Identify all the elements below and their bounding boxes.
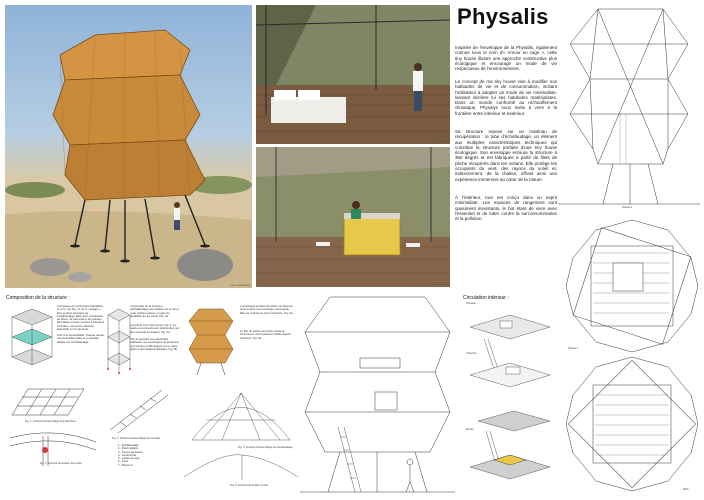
composition-note-3: L'ensemble de la structure d'échafaudage est installée sur le sol et cette solution assure un gain de durabilité sur les pieds. Fig. 3a. <box>130 304 179 318</box>
exterior-photo <box>5 5 252 288</box>
circulation-title: Circulation intérieur : <box>463 295 509 301</box>
axonometric-structure-diagram <box>106 305 132 377</box>
legend-item: 3 - Poutre de liaison <box>118 449 143 454</box>
circulation-label-terrace: Terrasse <box>466 302 476 305</box>
composition-note-5: Afin de garantir une étanchéité suffisante, les enveloppes de protection sont posées à 360 degrés sur le cadre grâce à des fixations latérales. Fig. 5b. <box>130 337 180 351</box>
intro-paragraph-2: Le concept de ma tiny house vise à modifier nos habitudes de vie et de consommation, incitant l'utilisateur à adopter un mode de vie minimaliste, laissant derrière lui ses habitudes matérialistes. Dans un monde confronté au réchauffement climatique, Physalys nous invite à vivre à la frontière entre intérieur et extérieur. <box>455 79 557 116</box>
plan-label-middle: Niveau 1 <box>568 347 579 350</box>
elevation-drawing <box>558 4 700 214</box>
circulation-label-entry: Entrée <box>466 428 474 431</box>
floor-plan-2 <box>563 355 701 493</box>
legend-item: 1 - Échafaudage <box>118 443 139 447</box>
fig-caption-5: Fig. 5. Schéma de fixation du filet <box>230 484 269 487</box>
composition-title: Composition de la structure : <box>6 295 70 301</box>
fig-caption-3: Fig. 3. Schéma d'assemblage de l'échafaudage <box>238 446 293 449</box>
net-fixing-detail <box>182 447 300 482</box>
scaffolding-grid-diagram <box>8 385 88 420</box>
plan-label-bottom: RDC <box>683 488 689 491</box>
plan-label-top: Niveau 2 <box>622 206 633 209</box>
legend-item: 4 - Lambourde <box>118 452 137 457</box>
bedroom-photo-caption: Vue intérieure <box>431 139 450 143</box>
stair-diagram <box>100 385 172 435</box>
composition-note-4: Les pieds sont fixés au sol, Fig. 4. Le cadre est connecté aux lambourdes par des raccords de fixation. Fig. 5a. <box>130 323 180 334</box>
composition-note-2: Pour une accessibilité, chaque niveau est accessible grâce à un escalier adapté sur l'échafaudage. <box>57 333 104 344</box>
page-title: Physalis <box>457 4 549 29</box>
interior-bedroom-photo <box>256 5 450 144</box>
axonometric-net-diagram <box>185 305 237 377</box>
axonometric-floors-diagram <box>8 305 56 377</box>
circulation-diagram <box>462 305 557 495</box>
legend-item: 7 - Raccord <box>118 462 133 467</box>
shell-geometry-diagram <box>182 385 300 445</box>
fig-caption-1: Fig. 1. Schéma d'assemblage des planchers <box>25 420 76 423</box>
intro-paragraph-4: À l'intérieur, tout est conçu dans un esprit minimaliste. Les espaces de rangement sont quasiment inexistants, le but étant de vivre avec l'essentiel et de lutter contre la surconsommation et la pollution. <box>455 195 557 222</box>
fig-caption-2: Fig. 2. Schéma d'assemblage de l'escalier <box>112 437 161 440</box>
composition-note-6: L'enveloppe en filets de pêche est fixée de sorte à avoir une enveloppe semi-rigide. Elle est maintenue par la structure. Fig. 6a. <box>240 304 294 315</box>
section-drawing <box>300 292 455 497</box>
fig-caption-4: Fig. 4. Schéma de fixation des tubes <box>40 462 82 465</box>
composition-note-1: Composée de 3 planchers habitables (1 et 2, non Fig. 1), de 3 « étages ». Des poutres reposent sur l'échafaudage. Elles sont constituées de tubes, de raccords et de poteaux. Des lattes en bois, perçant à l'avant et à l'arrière, forment le plancher assemblé sur la structure. <box>57 304 105 332</box>
floor-plan-1 <box>563 218 701 354</box>
legend-item: 6 - Tube <box>118 459 129 464</box>
composition-note-7: Le filet de pêche est tendu contre la structure et rend l'extérieur visible depuis l'intérieur. Fig. 6b. <box>240 329 291 340</box>
exterior-photo-caption: Vue extérieure <box>230 283 250 287</box>
legend-item: 2 - Pied réglable <box>118 446 139 451</box>
intro-paragraph-1: Inspirée de l'enveloppe de la Physalis, également connue sous le nom d'« Amour en cage », cette tiny house illustre une approche constructive plus écologique et encourage un mode de vie respectueux de l'environnement. <box>455 45 557 72</box>
intro-paragraph-3: Sa structure repose sur un matériau de récupération : le tube d'échafaudage, un élément aux multiples caractéristiques techniques qui constitue la structure parfaite d'une tiny house écologique. Son enveloppe entoure la structure à 360 degrés et est fabriquée à partir de filets de pêche récupérés dans les océans. Elle protège les occupants du vent, des rayons du soleil et, indirectement, de la chaleur, offrant ainsi une expérience immersive au cœur de la nature. <box>455 129 557 182</box>
legend-item: 5 - Lattes de bois <box>118 456 140 461</box>
circulation-label-bedroom: Chambre <box>466 352 477 355</box>
structure-legend <box>118 444 182 467</box>
interior-kitchen-photo <box>256 147 450 287</box>
kitchen-photo-caption: Vue intérieure <box>431 282 450 286</box>
